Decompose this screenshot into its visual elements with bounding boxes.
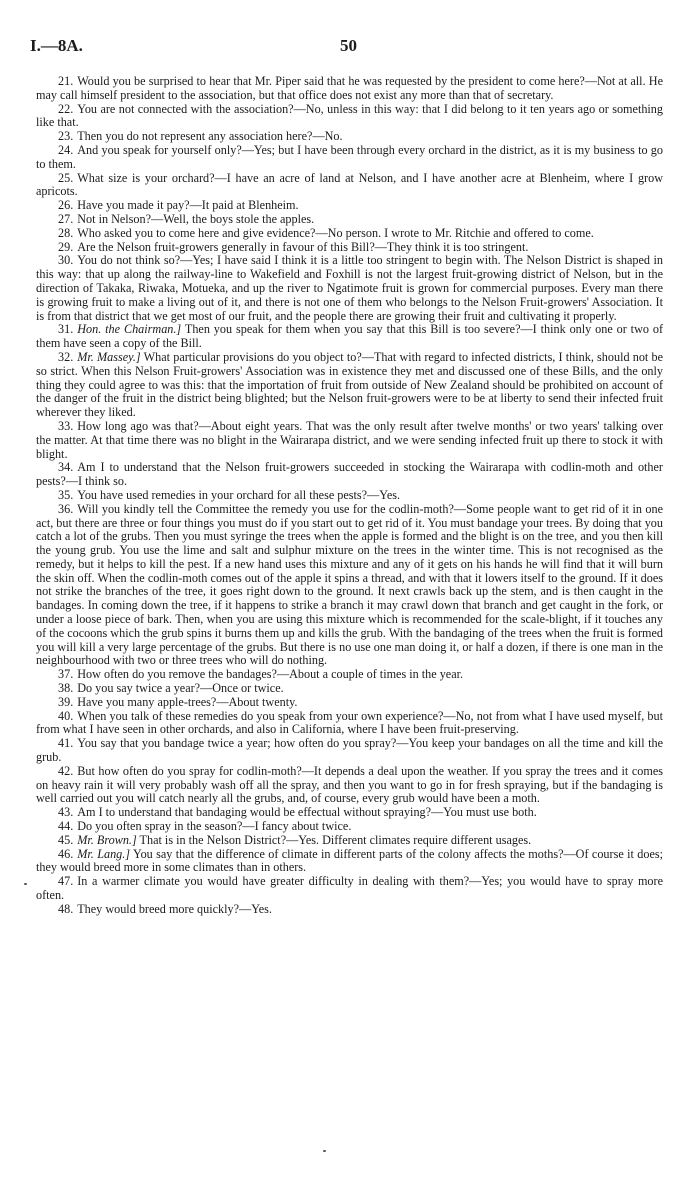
question-paragraph xyxy=(36,806,663,820)
question-paragraph xyxy=(36,737,663,765)
question-number: 22. xyxy=(58,101,74,116)
question-answer-text: Would you be surprised to hear that Mr. Piper said that he was requested by the president to come here?—Not at all. He may call himself president to the association, but that office does not exist any more than that of secretary. xyxy=(36,74,663,102)
question-answer-text: You say that you bandage twice a year; how often do you spray?—You keep your bandages on all the time and kill the grub. xyxy=(36,736,663,765)
speaker-name: Mr. Massey.] xyxy=(77,349,141,364)
question-number: 29. xyxy=(58,239,74,254)
question-paragraph xyxy=(36,710,663,738)
question-paragraph xyxy=(36,323,663,351)
question-number: 38. xyxy=(58,681,74,696)
question-number: 34. xyxy=(58,460,74,475)
question-number: 36. xyxy=(58,501,74,516)
question-paragraph xyxy=(36,103,663,131)
question-answer-text: Will you kindly tell the Committee the remedy you use for the codlin-moth?—Some people want to get rid of it in one act, but there are three or four things you must do if you start out to get rid of it. You must bandage your trees. By doing that you catch a lot of the grubs. Then you must syringe the trees when the apple is formed and the blight is on the tree, and you then kill the young grub. You use the lime and salt and sulphur mixture on the trees in the winter time. This is not recognised as the remedy, but it helps to kill the pest. If a new hand uses this mixture and any of it gets on his hands he will find that it will burn the skin off. When the codlin-moth comes out of the apple it spins a thread, and with that it lowers itself to the ground. If it does not strike the branches of the tree, it goes right down to the ground. It next crawls back up the stem, and is then caught in the bandages. In coming down the tree, if it happens to strike a branch it may crawl down that branch and get caught in the fork, or under a loose piece of bark. Then, when you are using this mixture which is recommended for the scale-blight, if it touches any of the cocoons which the grub spins it burns them up and kills the grub. With the bandaging of the trees when the fruit is formed you will kill a very large percentage of the grubs. But there is no use one man doing it, or half a dozen, if there is one man in the neighbourhood with two or three trees who will do nothing. xyxy=(36,501,663,668)
question-answer-text: You have used remedies in your orchard for all these pests?—Yes. xyxy=(77,487,401,502)
question-answer-text: When you talk of these remedies do you speak from your own experience?—No, not from what I have used myself, but from what I have seen in other orchards, and also in California, where I have been fruit-preserving. xyxy=(36,708,663,737)
question-number: 48. xyxy=(58,901,74,916)
question-number: 30. xyxy=(58,253,74,268)
question-answer-text: What particular provisions do you object to?—That with regard to infected districts, I think, should not be so strict. When this Nelson Fruit-growers' Association was in existence they met and discussed one of these Bills, and the only thing they could agree to was this: that the importation of fruit from outside of New Zealand should be prohibited on account of the danger of the fruit in the district being blighted; but the Nelson fruit-growers were to be at liberty to send their infected fruit wherever they liked. xyxy=(36,349,664,420)
question-paragraph xyxy=(36,172,663,200)
question-answer-text: You are not connected with the association?—No, unless in this way: that I did belong to it ten years ago or something like that. xyxy=(36,101,663,130)
question-number: 41. xyxy=(58,736,74,751)
question-paragraph xyxy=(36,848,663,876)
question-answer-text: Then you do not represent any association here?—No. xyxy=(77,129,343,144)
question-paragraph xyxy=(36,820,663,834)
question-paragraph xyxy=(36,351,663,420)
question-paragraph xyxy=(36,503,663,669)
question-answer-text: In a warmer climate you would have greater difficulty in dealing with them?—Yes; you would have to spray more often. xyxy=(36,874,663,903)
question-answer-text: Am I to understand that the Nelson fruit-growers succeeded in stocking the Wairarapa with codlin-moth and other pests?—I think so. xyxy=(36,460,663,489)
question-answer-text: But how often do you spray for codlin-moth?—It depends a deal upon the weather. If you spray the trees and it comes on heavy rain it will very probably wash off all the spray, and then you want to go in for fresh spraying, but if the bandaging is well carried out you will catch nearly all the grubs, and, of course, every grub would have been a moth. xyxy=(36,763,663,806)
question-paragraph xyxy=(36,461,663,489)
question-answer-text: Am I to understand that bandaging would be effectual without spraying?—You must use both. xyxy=(77,805,537,820)
question-number: 32. xyxy=(58,349,74,364)
question-number: 42. xyxy=(58,763,74,778)
question-answer-text: You do not think so?—Yes; I have said I think it is a little too stringent to begin with. The Nelson District is shaped in this way: that up along the railway-line to Wakefield and Foxhill is not the largest fruit-growing district of Nelson, but in the direction of Takaka, Riwaka, Motueka, and up the river to Ngatimote fruit is grown for commercial purposes. Every man there is growing fruit to make a living out of it, and there is not one of them who belongs to the Nelson Fruit-growers' Association. It is from that district that we get most of our fruit, and the people there are growing their fruit and cultivating it properly. xyxy=(36,253,663,323)
question-number: 40. xyxy=(58,708,74,723)
speaker-name: Mr. Lang.] xyxy=(77,846,131,861)
question-number: 23. xyxy=(58,129,74,144)
question-paragraph xyxy=(36,489,663,503)
question-number: 37. xyxy=(58,667,74,682)
question-answer-text: Do you often spray in the season?—I fancy about twice. xyxy=(77,819,352,834)
question-number: 35. xyxy=(58,487,74,502)
evidence-body xyxy=(36,75,663,917)
page-header xyxy=(30,36,660,60)
question-paragraph xyxy=(36,696,663,710)
question-answer-text: And you speak for yourself only?—Yes; but I have been through every orchard in the district, as it is my business to go to them. xyxy=(36,142,663,171)
page-number: 50 xyxy=(340,36,357,55)
question-paragraph xyxy=(36,227,663,241)
question-paragraph xyxy=(36,765,663,806)
question-number: 31. xyxy=(58,322,74,337)
speaker-name: Hon. the Chairman.] xyxy=(77,322,182,337)
question-answer-text: Not in Nelson?—Well, the boys stole the apples. xyxy=(77,211,315,226)
scan-speck xyxy=(24,883,27,885)
question-paragraph xyxy=(36,254,663,323)
question-answer-text: That is in the Nelson District?—Yes. Different climates require different usages. xyxy=(139,832,532,847)
question-paragraph xyxy=(36,420,663,461)
question-number: 43. xyxy=(58,805,74,820)
question-paragraph xyxy=(36,130,663,144)
question-answer-text: Have you many apple-trees?—About twenty. xyxy=(77,694,298,709)
question-number: 26. xyxy=(58,198,74,213)
question-number: 28. xyxy=(58,225,74,240)
question-number: 45. xyxy=(58,832,74,847)
question-paragraph xyxy=(36,144,663,172)
question-paragraph xyxy=(36,75,663,103)
question-number: 46. xyxy=(58,846,74,861)
question-answer-text: Have you made it pay?—It paid at Blenheim. xyxy=(77,198,299,213)
scan-speck xyxy=(323,1150,326,1152)
question-number: 33. xyxy=(58,418,74,433)
question-answer-text: How often do you remove the bandages?—About a couple of times in the year. xyxy=(77,667,464,682)
question-answer-text: Do you say twice a year?—Once or twice. xyxy=(77,681,284,696)
question-number: 24. xyxy=(58,142,74,157)
question-answer-text: Are the Nelson fruit-growers generally in favour of this Bill?—They think it is too stringent. xyxy=(77,239,529,254)
question-paragraph xyxy=(36,875,663,903)
question-number: 47. xyxy=(58,874,74,889)
question-number: 39. xyxy=(58,694,74,709)
question-answer-text: Then you speak for them when you say that this Bill is too severe?—I think only one or two of them have seen a copy of the Bill. xyxy=(36,322,664,351)
speaker-name: Mr. Brown.] xyxy=(77,832,137,847)
question-paragraph xyxy=(36,199,663,213)
question-paragraph xyxy=(36,213,663,227)
question-paragraph xyxy=(36,834,663,848)
question-answer-text: Who asked you to come here and give evidence?—No person. I wrote to Mr. Ritchie and offered to come. xyxy=(77,225,594,240)
question-number: 25. xyxy=(58,170,74,185)
question-paragraph xyxy=(36,903,663,917)
document-reference: I.—8A. xyxy=(30,36,83,55)
question-number: 21. xyxy=(58,74,74,88)
question-answer-text: They would breed more quickly?—Yes. xyxy=(77,901,272,916)
question-answer-text: What size is your orchard?—I have an acre of land at Nelson, and I have another acre at Blenheim, where I grow apricots. xyxy=(36,170,663,199)
question-paragraph xyxy=(36,668,663,682)
question-answer-text: You say that the difference of climate in different parts of the colony affects the moths?—Of course it does; they would breed more in some climates than in others. xyxy=(36,846,663,875)
question-paragraph xyxy=(36,682,663,696)
question-paragraph xyxy=(36,241,663,255)
question-number: 44. xyxy=(58,819,74,834)
question-answer-text: How long ago was that?—About eight years. That was the only result after twelve months' or two years' talking over the matter. At that time there was no blight in the Wairarapa district, and we were sending infected fruit up there to stock it with blight. xyxy=(36,418,663,461)
question-number: 27. xyxy=(58,211,74,226)
